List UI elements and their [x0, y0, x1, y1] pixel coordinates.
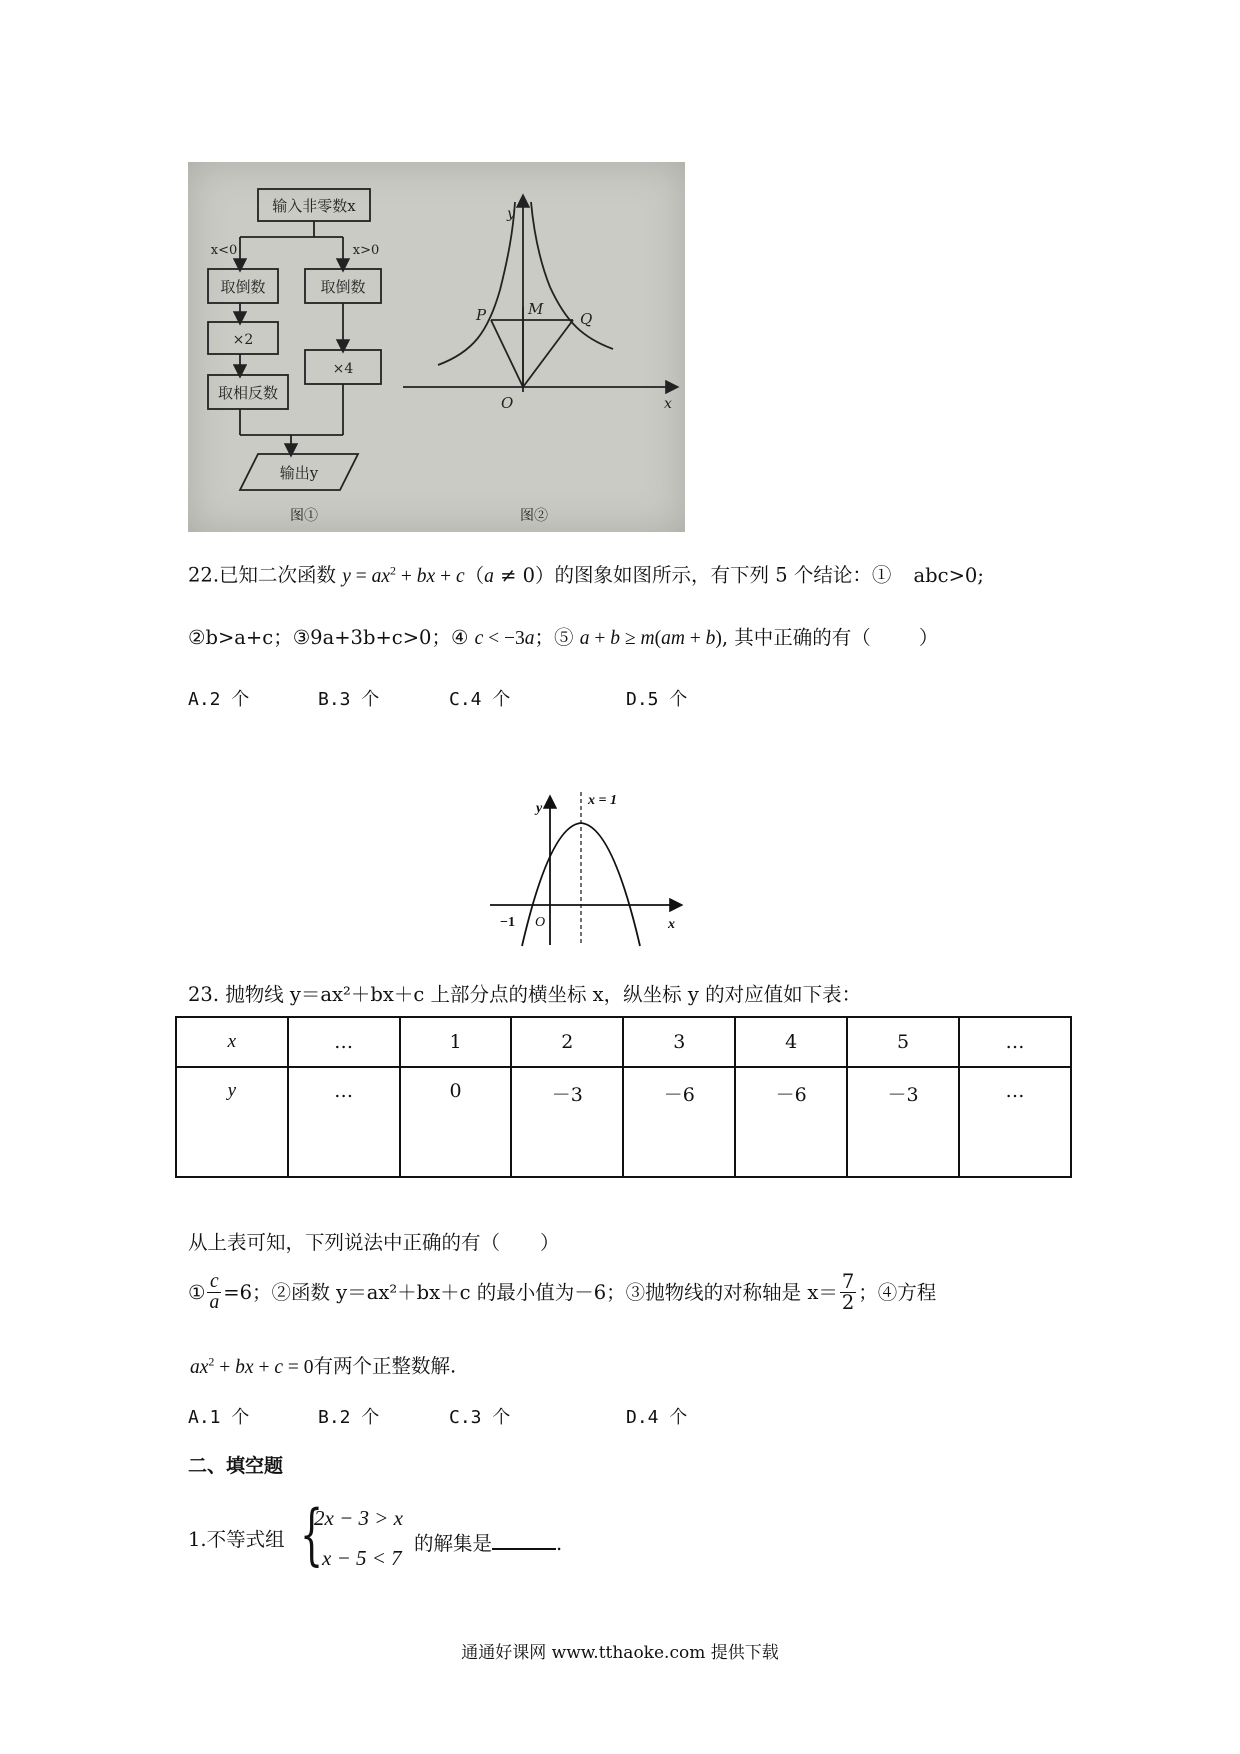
q23-option-b: B.2 个	[318, 1407, 380, 1428]
fill-item-1-prefix: 1.不等式组	[188, 1528, 285, 1551]
q23-statement-4: ；④方程	[858, 1281, 937, 1305]
parabola-drawing	[480, 780, 690, 952]
q23-fraction-c-over-a	[207, 1272, 221, 1314]
flow-cond-left: x<0	[210, 243, 238, 258]
parabola-x-label: x	[668, 917, 675, 932]
fig1-caption: 图①	[290, 508, 318, 524]
q22-line-1	[188, 563, 984, 588]
figure-photo	[188, 162, 685, 532]
q22-number: 22.	[188, 563, 220, 587]
q22-conclusion-5: a + b ≥ m(am + b)	[579, 628, 722, 649]
fig2-point-m: M	[528, 300, 544, 318]
fraction-numerator: 7	[841, 1270, 855, 1293]
fig2-caption: 图②	[520, 508, 548, 524]
q22-conclusion-5-prefix: ；⑤	[534, 626, 574, 649]
table-cell: x	[176, 1017, 288, 1067]
q22-conclusion-4-prefix: ④	[450, 626, 469, 649]
fig2-point-q: Q	[580, 310, 593, 328]
q23-statements	[188, 1272, 936, 1314]
table-cell: 3	[623, 1017, 735, 1067]
q23-statement-1-suffix: =6；	[223, 1281, 272, 1305]
table-cell: 4	[735, 1017, 847, 1067]
table-cell: －3	[847, 1067, 959, 1177]
flow-output-label: 输出y	[279, 464, 319, 482]
fraction-denominator: 2	[841, 1291, 855, 1315]
table-row	[176, 1067, 1071, 1177]
q23-equation: $ax^2$ + bx + c = 0	[190, 1354, 314, 1378]
parabola-origin-label: O	[535, 915, 546, 930]
q22-condition: （a ≠ 0）	[464, 563, 555, 587]
parabola-neg-one-label: −1	[500, 915, 515, 930]
parabola-figure	[480, 780, 690, 952]
q22-conclusion-3: ③9a+3b+c>0；	[292, 626, 451, 649]
q23-option-d: D.4 个	[626, 1407, 688, 1428]
flow-cond-right: x>0	[352, 243, 380, 258]
fig2-right-curve	[531, 202, 613, 349]
table-cell: －6	[735, 1067, 847, 1177]
table-cell: 1	[400, 1017, 512, 1067]
q23-table	[175, 1016, 1072, 1178]
table-cell: …	[288, 1067, 400, 1177]
table-cell: …	[959, 1067, 1071, 1177]
q23-prompt	[188, 1231, 560, 1254]
fig2-y-label: y	[507, 206, 515, 222]
table-cell: …	[959, 1017, 1071, 1067]
q22-option-d: D.5 个	[626, 689, 688, 710]
flow-input-label: 输入非零数x	[272, 197, 356, 215]
flow-left-step-1: 取倒数	[220, 278, 266, 296]
fill-item-1	[188, 1496, 608, 1580]
q23-intro: 23. 抛物线 y＝ax²＋bx＋c 上部分点的横坐标 x，纵坐标 y 的对应值如下表：	[188, 983, 862, 1006]
q22-text-2: 的图象如图所示，有下列 5 个结论：①	[554, 563, 892, 587]
q23-prompt-text: 从上表可知，下列说法中正确的有（	[188, 1231, 501, 1254]
q23-continuation-text: 有两个正整数解.	[313, 1354, 457, 1378]
table-cell: 2	[511, 1017, 623, 1067]
table-cell: －3	[511, 1067, 623, 1177]
flow-left-step-2: ×2	[232, 332, 254, 348]
flow-left-step-3: 取相反数	[217, 384, 279, 402]
q22-function: $y = ax^2$ + bx + c	[342, 563, 465, 587]
q23-prompt-close: ）	[540, 1231, 560, 1254]
q22-conclusion-2: ②b>a+c；	[188, 626, 293, 649]
q22-option-a: A.2 个	[188, 689, 250, 710]
fig2-origin-label: O	[501, 394, 514, 412]
q22-close: ）	[918, 626, 939, 649]
q22-tail: , 其中正确的有（	[721, 626, 871, 649]
q23-continuation	[190, 1354, 456, 1379]
fig2-point-p: P	[476, 306, 487, 324]
fig2-left-curve	[438, 202, 515, 365]
q22-text-1: 已知二次函数	[219, 563, 337, 587]
table-cell: 5	[847, 1017, 959, 1067]
q23-option-a: A.1 个	[188, 1407, 250, 1428]
table-cell: －6	[623, 1067, 735, 1177]
inequality-1: 2x − 3 > x	[314, 1506, 403, 1530]
parabola-y-label: y	[536, 801, 543, 816]
section-heading: 二、填空题	[188, 1455, 284, 1477]
table-row	[176, 1017, 1071, 1067]
figure-photo-drawing	[188, 162, 685, 532]
parabola-axis-label: x = 1	[588, 793, 617, 808]
q22-option-b: B.3 个	[318, 689, 380, 710]
inequality-2: x − 5 < 7	[322, 1546, 402, 1570]
q22-line-2	[188, 626, 938, 650]
fill-item-1-suffix	[414, 1528, 562, 1555]
table-cell: y	[176, 1067, 288, 1177]
answer-blank[interactable]	[492, 1528, 556, 1550]
q23-statement-1-prefix: ①	[188, 1281, 206, 1305]
fraction-numerator: c	[207, 1272, 221, 1293]
fill-item-1-suffix-text: 的解集是	[414, 1532, 493, 1555]
fill-item-1-period: .	[556, 1532, 563, 1555]
flow-right-step-2: ×4	[332, 361, 354, 377]
fig2-x-label: x	[664, 396, 672, 412]
q22-option-c: C.4 个	[449, 689, 511, 710]
flow-right-step-1: 取倒数	[320, 278, 366, 296]
q23-statement-2: ②函数 y＝ax²＋bx＋c 的最小值为－6；③抛物线的对称轴是 x＝	[271, 1281, 838, 1305]
table-cell: …	[288, 1017, 400, 1067]
inequality-brace: {	[300, 1496, 324, 1573]
q23-fraction-7-over-2	[840, 1272, 856, 1314]
q22-conclusion-1: abc>0;	[913, 563, 984, 587]
page-footer: 通通好课网 www.tthaoke.com 提供下载	[461, 1643, 779, 1663]
q22-conclusion-4: c < −3a	[474, 628, 535, 649]
table-cell: 0	[400, 1067, 512, 1177]
fraction-denominator: a	[209, 1292, 220, 1314]
q23-option-c: C.3 个	[449, 1407, 511, 1428]
